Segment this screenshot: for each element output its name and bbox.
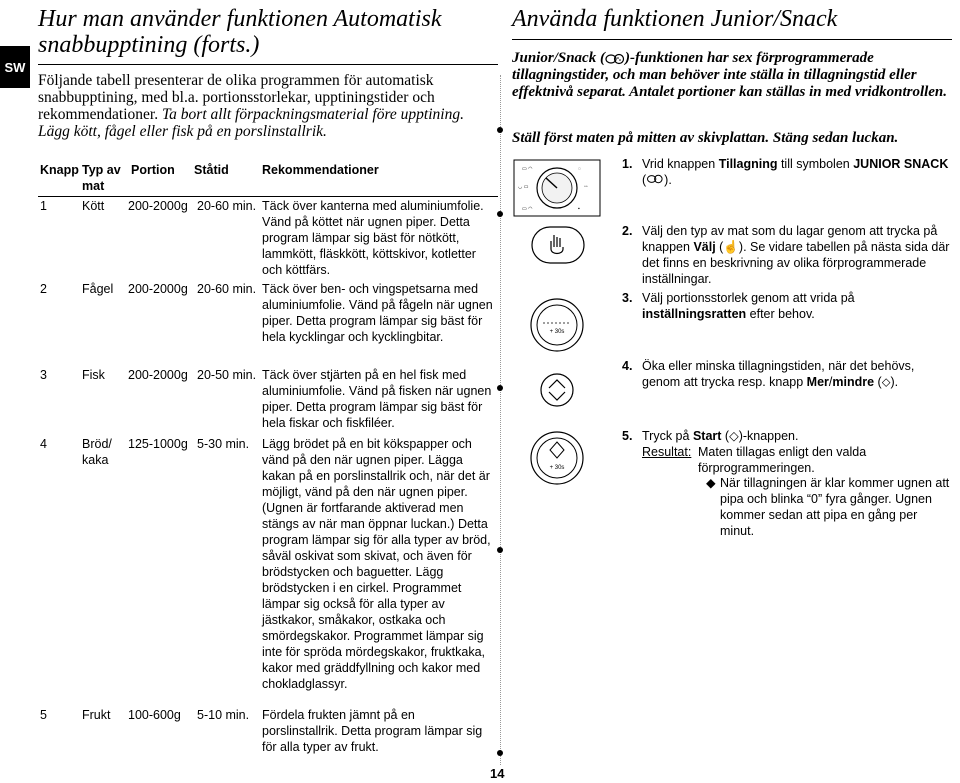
left-intro-text: Följande tabell presenterar de olika programmen för automatisk snabbupptining, med bl.a. portionsstorlekar, upptiningstider och rekommendationer. [38,72,435,123]
row-statid: 20-50 min. [197,368,257,382]
step-4-f: ). [890,375,899,389]
left-title: Hur man använder funktionen Automatisk snabbupptining (forts.) [38,6,442,58]
page-number: 14 [490,766,505,781]
step-4-a: Öka eller minska tillagningstiden, när det behövs, genom att trycka resp. knapp [642,359,915,389]
table-header-statid: Ståtid [194,163,229,177]
row-portion: 100-600g [128,708,181,722]
step-4-c: / [828,375,833,389]
result-text: Maten tillagas enligt den valda förprogrammeringen. [698,445,867,475]
step-number: 1. [622,157,633,171]
select-button-illustration [512,223,602,267]
table-header-rek: Rekommendationer [262,163,379,177]
row-portion: 200-2000g [128,368,188,382]
column-divider [500,75,501,765]
step-2-c: ( [715,240,724,254]
bullet-dot [497,127,503,133]
step-3-a: Välj portionsstorlek genom att vrida på [642,291,855,305]
more-less-icon: ⬦ [881,375,891,389]
step-3-b: inställningsratten [642,307,747,321]
step-5-a: Tryck på [642,429,693,443]
left-intro [38,72,498,140]
step-4-e: ( [874,375,882,389]
junior-snack-icon [646,172,664,182]
row-portion: 200-2000g [128,282,188,296]
row-statid: 5-10 min. [197,708,250,722]
step-number: 4. [622,359,633,373]
step-5-c: ( [721,429,730,443]
row-statid: 5-30 min. [197,437,250,451]
bullet-dot [497,750,503,756]
right-intro-a: Junior/Snack ( [512,50,605,66]
row-rek: Lägg brödet på en bit kökspapper och vänd på den när ugnen piper. Lägga kakan på en porslinstallrik och, när det är möjligt, vänd på den när ugnen piper. (Ugnen är fortfarande aktiverad men stängs av när man öppnar luckan.) Detta program lämpar sig för alla typer av bröd, såväl oskivat som skivat, och även för brödstycken och baguetter. Lägg brödstycken i en cirkel. Programmet lämpar sig också för alla typer av jästkakor, småkakor, ostkaka och smördegskakor. Programmet lämpar sig inte för spröda mördegskakor, fruktkaka, kakor med gräddfyllning och kakor med chokladglassyr. [262,437,491,691]
cook-dial-illustration [512,158,602,218]
step-4-b: Mer [806,375,829,389]
row-rek: Fördela frukten jämnt på en porslinstallrik. Detta program lämpar sig för alla typer av frukt. [262,708,483,754]
step-1-e: ( [642,173,647,187]
right-intro [512,50,952,101]
step-4-d: mindre [832,375,875,389]
step-4-text [642,358,954,390]
left-intro-italic: Ta bort allt förpackningsmaterial före upptining. Lägg kött, fågel eller fisk på en porslinstallrik. [38,106,464,140]
svg-text:▭ ◠: ▭ ◠ [522,206,533,212]
svg-text:▭ ◠: ▭ ◠ [522,166,533,172]
right-intro-2: Ställ först maten på mitten av skivplattan. Stäng sedan luckan. [512,130,899,146]
row-statid: 20-60 min. [197,282,257,296]
left-title-rule [38,64,498,65]
right-title: Använda funktionen Junior/Snack [512,6,838,32]
step-number: 5. [622,429,633,443]
bullet-dot [497,547,503,553]
language-tab-label: SW [4,59,26,75]
right-title-rule [512,39,952,40]
row-portion: 200-2000g [128,199,188,213]
bullet-dot [497,385,503,391]
svg-text:◌: ◌ [578,166,581,172]
panel-plus30-label-2: + 30s [549,465,565,471]
row-statid: 20-60 min. [197,199,257,213]
table-header-portion: Portion [131,163,175,177]
row-typ: Bröd/ kaka [82,437,112,467]
step-1-b: Tillagning [718,157,778,171]
table-header-rule [38,196,498,197]
table-header-knapp: Knapp [40,163,79,177]
step-2-b: Välj [693,240,716,254]
step-1-text [642,156,954,188]
step-number: 2. [622,224,633,238]
row-knapp: 4 [40,437,47,451]
start-knob-illustration [512,428,602,488]
step-5-text [642,428,954,444]
step-1-a: Vrid knappen [642,157,719,171]
junior-snack-icon [605,53,625,65]
row-knapp: 5 [40,708,47,722]
svg-text:▪: ▪ [578,206,580,212]
bullet-dot [497,211,503,217]
note-text: När tillagningen är klar kommer ugnen att pipa och blinka “0” fyra gånger. Ugnen kommer sedan att pipa en gång per minut. [720,476,950,538]
table-header-typ: Typ av mat [82,163,121,193]
right-intro-b: )-funktionen har sex förprogrammerade tillagningstider, och man behöver inte ställa in tillagningstid eller effektnivå separat. Antalet portioner kan ställas in med vridkontrollen. [512,50,948,100]
more-less-illustration [512,368,602,412]
language-tab [0,46,30,88]
row-typ: Frukt [82,708,111,722]
step-2-d: ). Se vidare tabellen på nästa sida där det finns en beskrivning av olika förprogrammerade inställningar. [642,240,950,286]
row-knapp: 3 [40,368,47,382]
step-2-a: Välj den typ av mat som du lagar genom att trycka på knappen [642,224,938,254]
row-typ: Kött [82,199,105,213]
hand-icon: ☝ [723,240,739,254]
step-1-f: ). [664,173,672,187]
row-rek: Täck över ben- och vingspetsarna med aluminiumfolie. Vänd på fågeln när ugnen piper. Detta program lämpar sig bäst för hela kycklingar och kycklingbitar. [262,282,493,344]
row-knapp: 2 [40,282,47,296]
step-1-c: till symbolen [777,157,854,171]
step-3-text [642,290,954,322]
row-portion: 125-1000g [128,437,188,451]
step-1-d: JUNIOR SNACK [853,157,949,171]
portion-knob-illustration [512,297,602,357]
svg-text:▫▫: ▫▫ [584,184,588,190]
step-2-text [642,223,954,287]
step-5-b: Start [692,429,722,443]
step-number: 3. [622,291,633,305]
step-5-d: )-knappen. [738,429,799,443]
panel-plus30-label: + 30s [549,329,565,335]
start-icon: ◇ [729,429,739,443]
row-typ: Fisk [82,368,105,382]
row-knapp: 1 [40,199,47,213]
row-rek: Täck över kanterna med aluminiumfolie. Vänd på köttet när ugnen piper. Detta program lämpar sig bäst för nötkött, lammkött, fläskkött, köttskivor, kotletter och köttfärs. [262,199,484,277]
note-diamond-icon: ◆ [706,476,716,490]
row-rek: Täck över stjärten på en hel fisk med aluminiumfolie. Vänd på fisken när ugnen piper. Detta program lämpar sig bäst för hela fiskar och fiskfiléer. [262,368,492,430]
step-3-c: efter behov. [746,307,815,321]
svg-text:◡ ▭: ◡ ▭ [518,184,529,190]
row-typ: Fågel [82,282,114,296]
result-label: Resultat: [642,445,692,459]
